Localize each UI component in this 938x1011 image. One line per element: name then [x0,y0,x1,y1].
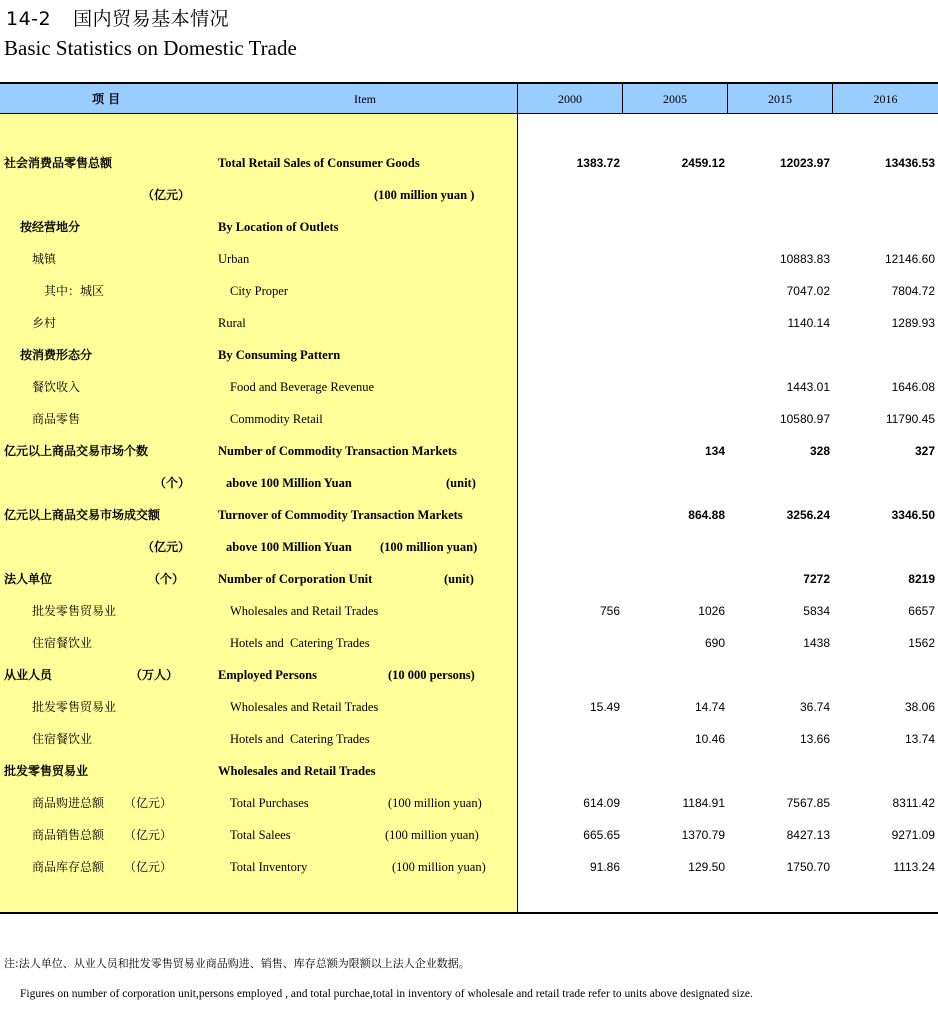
value-2005: 864.88 [688,508,725,522]
value-2015: 10883.83 [779,252,830,266]
row-label-en: City Proper [230,284,288,298]
value-2016: 6657 [908,604,935,618]
value-2016: 13436.53 [884,156,935,170]
row-label-cn: 批发零售贸易业 [4,764,89,778]
value-2015: 1443.01 [786,380,830,394]
row-label-en: Rural [218,316,246,330]
unit-en: (100 million yuan) [388,796,482,810]
row-label-cn: 批发零售贸易业 [32,700,117,714]
value-2005: 129.50 [688,860,725,874]
value-2015: 13.66 [799,732,830,746]
value-2016: 8219 [908,572,935,586]
value-2000: 91.86 [589,860,620,874]
row-label-cn: 从业人员 [4,668,53,682]
value-2005: 1026 [698,604,725,618]
value-2016: 13.74 [904,732,935,746]
column-divider [517,114,518,913]
value-2016: 1113.24 [893,860,935,874]
value-2015: 7047.02 [786,284,830,298]
unit-en: (100 million yuan) [392,860,486,874]
unit-en: (10 000 persons) [388,668,475,682]
unit-cn: （亿元） [124,828,173,842]
row-label-en-2: above 100 Million Yuan [226,540,352,554]
value-2005: 134 [704,444,725,458]
value-2016: 1562 [908,636,935,650]
value-2005: 10.46 [694,732,725,746]
row-label-cn: 餐饮收入 [32,380,81,394]
unit-en: (100 million yuan ) [374,188,475,202]
row-label-cn: 商品购进总额 [32,796,105,810]
row-label-en: Total Purchases [230,796,309,810]
row-label-en: Hotels and Catering Trades [230,732,370,746]
footnote-cn: 注:法人单位、从业人员和批发零售贸易业商品购进、销售、库存总额为限额以上法人企业数据。 [4,957,470,970]
value-2000: 665.65 [583,828,620,842]
value-2015: 3256.24 [786,508,830,522]
unit-cn: （亿元） [124,796,173,810]
unit-en: (unit) [446,476,476,490]
row-label-cn: 乡村 [32,316,57,330]
row-label-en: Employed Persons [218,668,317,682]
value-2005: 2459.12 [681,156,725,170]
value-2015: 1438 [803,636,830,650]
header-item-cell [0,82,517,114]
row-label-en: Commodity Retail [230,412,323,426]
row-label-en: Hotels and Catering Trades [230,636,370,650]
value-2015: 1750.70 [786,860,830,874]
row-label-cn: 住宿餐饮业 [32,732,93,746]
row-label-cn: 亿元以上商品交易市场个数 [4,444,149,458]
value-2016: 1646.08 [891,380,935,394]
value-2015: 7272 [803,572,830,586]
value-2015: 8427.13 [786,828,830,842]
value-2005: 1370.79 [681,828,725,842]
value-2016: 12146.60 [884,252,935,266]
value-2015: 328 [809,444,830,458]
unit-cn: （亿元） [124,860,173,874]
value-2016: 38.06 [904,700,935,714]
value-2015: 10580.97 [779,412,830,426]
value-2015: 1140.14 [787,316,830,330]
value-2016: 9271.09 [891,828,935,842]
unit-cn: （个） [154,476,191,490]
header-item-en: Item [354,92,376,106]
row-label-cn: 亿元以上商品交易市场成交额 [4,508,161,522]
unit-en: (unit) [444,572,474,586]
value-2016: 7804.72 [891,284,935,298]
value-2016: 1289.93 [891,316,935,330]
header-year-2015: 2015 [727,82,832,114]
table-number: 14-2 [6,8,52,30]
row-label-cn: 商品销售总额 [32,828,105,842]
row-label-en: Wholesales and Retail Trades [218,764,376,778]
table-bottom-border [0,912,938,914]
unit-en: (100 million yuan) [380,540,478,554]
header-year-2005: 2005 [622,82,727,114]
value-2016: 3346.50 [891,508,935,522]
header-year-2016: 2016 [832,82,938,114]
value-2005: 690 [704,636,725,650]
value-2016: 8311.42 [892,796,935,810]
row-label-en: Total Salees [230,828,291,842]
row-label-en: Total Inventory [230,860,308,874]
row-label-cn: 其中：城区 [44,284,105,298]
value-2015: 5834 [803,604,830,618]
value-2005: 1184.91 [682,796,725,810]
row-label-en: Food and Beverage Revenue [230,380,375,394]
value-2015: 12023.97 [779,156,830,170]
header-item-cn: 项 目 [92,92,121,106]
row-label-en: Total Retail Sales of Consumer Goods [218,156,420,170]
value-2000: 1383.72 [576,156,620,170]
value-2015: 7567.85 [786,796,830,810]
header-year-2000: 2000 [517,82,622,114]
row-label-en: Wholesales and Retail Trades [230,604,379,618]
unit-cn: （亿元） [142,540,191,554]
row-label-cn: 法人单位 [4,572,53,586]
unit-cn: （个） [148,572,185,586]
value-2000: 756 [599,604,620,618]
unit-cn: （万人） [130,668,179,682]
row-label-en-2: above 100 Million Yuan [226,476,352,490]
unit-en: (100 million yuan) [385,828,479,842]
table-title-en: Basic Statistics on Domestic Trade [4,36,297,60]
row-label-en: By Location of Outlets [218,220,339,234]
value-2000: 15.49 [589,700,620,714]
row-label-cn: 住宿餐饮业 [32,636,93,650]
row-label-cn: 按消费形态分 [20,348,93,362]
table-title-cn [6,4,229,31]
value-2016: 11790.45 [885,412,935,426]
row-label-en: Number of Corporation Unit [218,572,373,586]
footnote-en: Figures on number of corporation unit,persons employed , and total purchae,total in inventory of wholesale and retail trade refer to units above designated size. [20,988,753,1000]
row-label-en: Turnover of Commodity Transaction Markets [218,508,463,522]
row-label-en: Number of Commodity Transaction Markets [218,444,457,458]
row-label-cn: 商品零售 [32,412,81,426]
value-2005: 14.74 [694,700,725,714]
row-label-en: Urban [218,252,250,266]
title-cn-text: 国内贸易基本情况 [73,8,230,30]
row-label-cn: 社会消费品零售总额 [4,156,113,170]
value-2000: 614.09 [583,796,620,810]
unit-cn: （亿元） [142,188,191,202]
row-label-cn: 按经营地分 [20,220,81,234]
row-label-cn: 商品库存总额 [32,860,105,874]
value-2016: 327 [914,444,935,458]
row-label-en: Wholesales and Retail Trades [230,700,379,714]
value-2015: 36.74 [799,700,830,714]
row-label-cn: 城镇 [32,252,57,266]
row-label-en: By Consuming Pattern [218,348,341,362]
row-label-cn: 批发零售贸易业 [32,604,117,618]
